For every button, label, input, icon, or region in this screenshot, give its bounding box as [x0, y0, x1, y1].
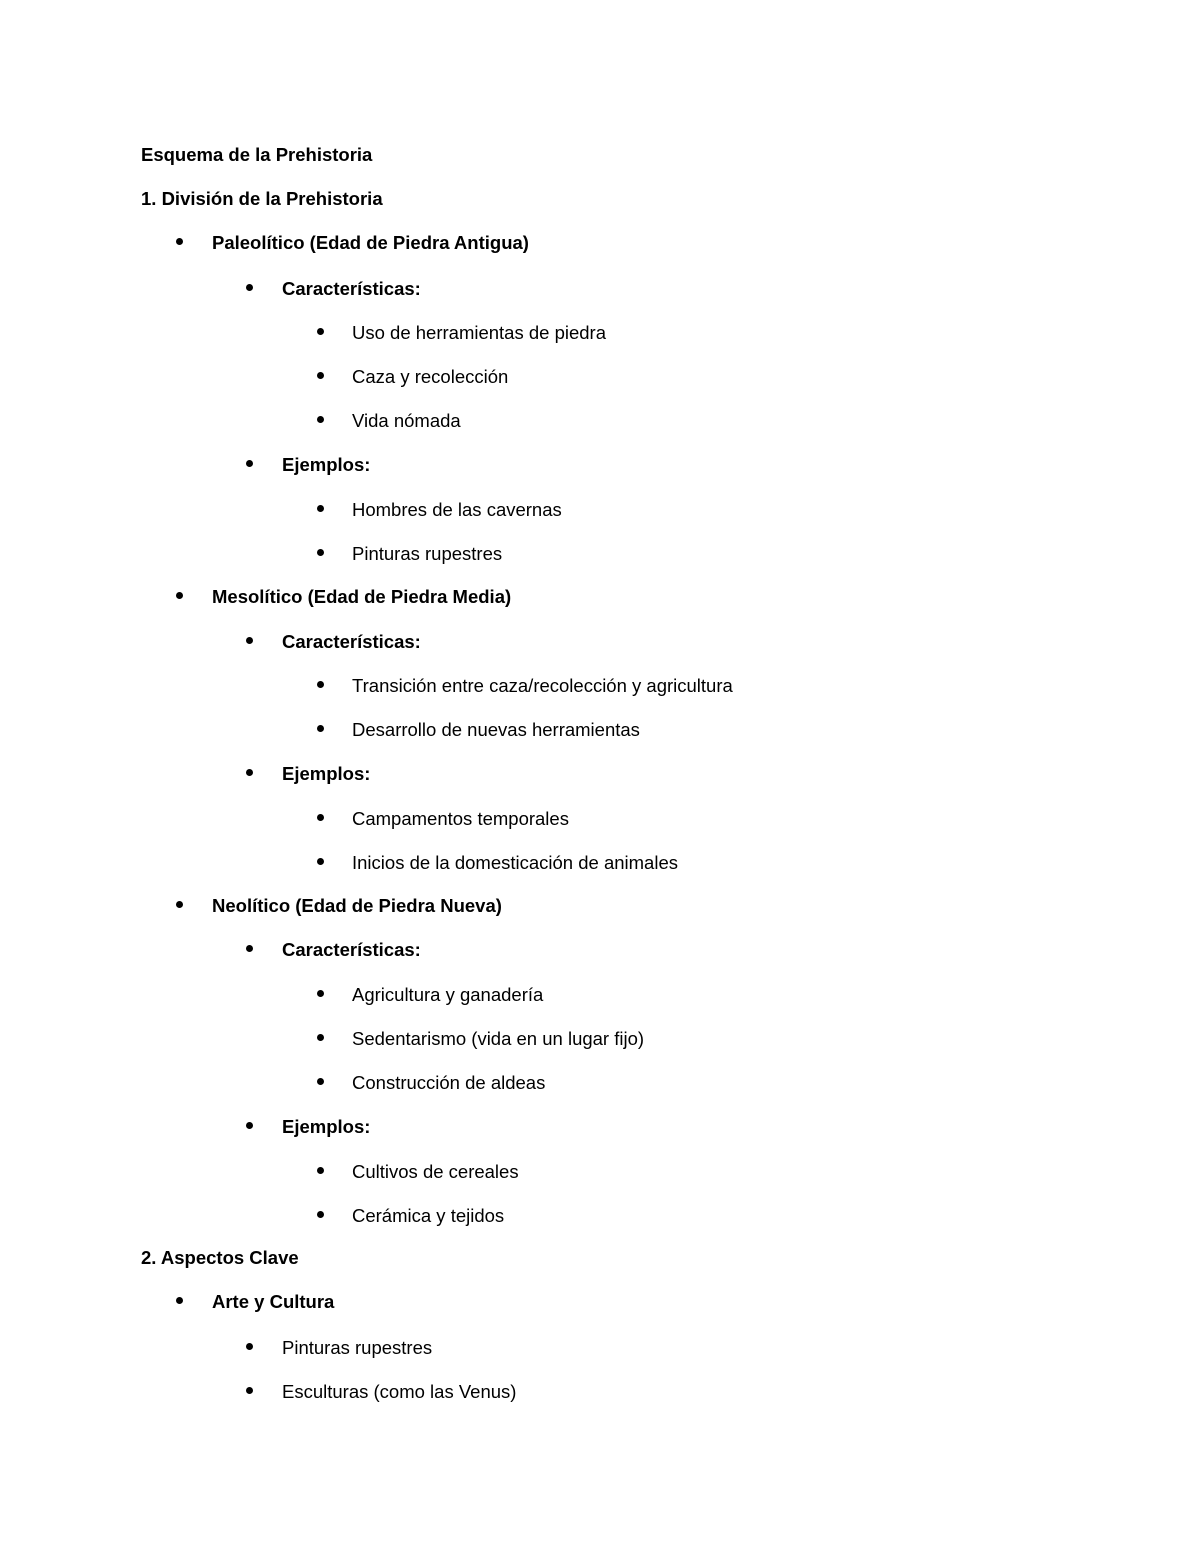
bullet-icon: [317, 1078, 324, 1085]
bullet-icon: [317, 505, 324, 512]
list-item: Desarrollo de nuevas herramientas: [352, 719, 640, 740]
topic-name: Arte y Cultura: [212, 1291, 335, 1312]
bullet-icon: [317, 416, 324, 423]
list-item: Cultivos de cereales: [352, 1161, 519, 1182]
bullet-icon: [176, 592, 183, 599]
document-title: Esquema de la Prehistoria: [141, 144, 373, 165]
period-name: Mesolítico (Edad de Piedra Media): [212, 586, 512, 607]
bullet-icon: [246, 460, 253, 467]
section-heading: 1. División de la Prehistoria: [141, 188, 383, 209]
list-item: Campamentos temporales: [352, 808, 569, 829]
bullet-icon: [317, 1034, 324, 1041]
bullet-icon: [317, 814, 324, 821]
examples-label: Ejemplos:: [282, 1116, 371, 1137]
list-item: Pinturas rupestres: [352, 543, 503, 564]
examples-label: Ejemplos:: [282, 454, 371, 475]
list-item: Uso de herramientas de piedra: [352, 322, 607, 343]
bullet-icon: [317, 725, 324, 732]
bullet-icon: [176, 238, 183, 245]
bullet-icon: [317, 549, 324, 556]
list-item: Agricultura y ganadería: [352, 984, 544, 1005]
list-item: Vida nómada: [352, 410, 461, 431]
bullet-icon: [176, 1297, 183, 1304]
bullet-icon: [246, 1122, 253, 1129]
bullet-icon: [246, 637, 253, 644]
list-item: Sedentarismo (vida en un lugar fijo): [352, 1028, 645, 1049]
characteristics-label: Características:: [282, 631, 421, 652]
bullet-icon: [317, 328, 324, 335]
characteristics-label: Características:: [282, 939, 421, 960]
bullet-icon: [246, 1343, 253, 1350]
bullet-icon: [317, 1167, 324, 1174]
list-item: Transición entre caza/recolección y agricultura: [352, 675, 733, 696]
list-item: Cerámica y tejidos: [352, 1205, 505, 1226]
bullet-icon: [176, 901, 183, 908]
bullet-icon: [246, 945, 253, 952]
bullet-icon: [317, 681, 324, 688]
bullet-icon: [246, 284, 253, 291]
list-item: Esculturas (como las Venus): [282, 1381, 517, 1402]
list-item: Construcción de aldeas: [352, 1072, 546, 1093]
bullet-icon: [246, 769, 253, 776]
bullet-icon: [317, 990, 324, 997]
period-name: Paleolítico (Edad de Piedra Antigua): [212, 232, 529, 253]
section-heading: 2. Aspectos Clave: [141, 1247, 299, 1268]
list-item: Inicios de la domesticación de animales: [352, 852, 678, 873]
list-item: Pinturas rupestres: [282, 1337, 433, 1358]
list-item: Caza y recolección: [352, 366, 509, 387]
bullet-icon: [317, 858, 324, 865]
bullet-icon: [317, 372, 324, 379]
period-name: Neolítico (Edad de Piedra Nueva): [212, 895, 502, 916]
characteristics-label: Características:: [282, 278, 421, 299]
bullet-icon: [317, 1211, 324, 1218]
bullet-icon: [246, 1387, 253, 1394]
list-item: Hombres de las cavernas: [352, 499, 562, 520]
examples-label: Ejemplos:: [282, 763, 371, 784]
